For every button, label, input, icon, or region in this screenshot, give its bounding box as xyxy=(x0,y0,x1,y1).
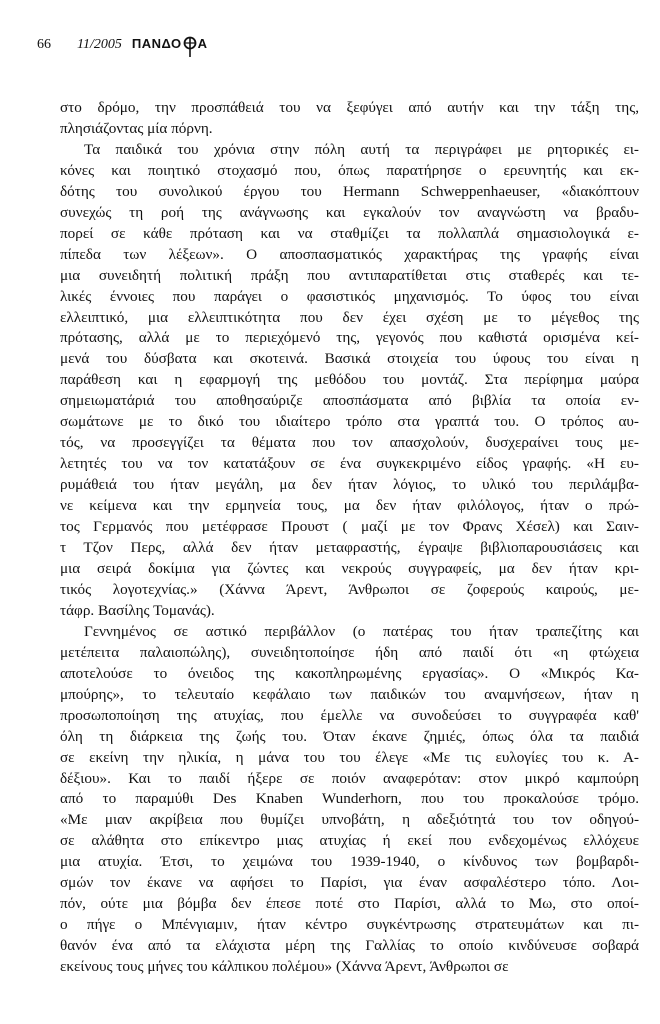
text-line: προσωποποίηση της ατυχίας, που έμελλε να συνοδεύσει το συγγραφέα καθ' xyxy=(60,706,639,724)
text-line: όλη τη διάρκεια της ζωής του. Όταν έκανε ζημιές, όπως όλα τα παιδιά xyxy=(60,727,639,745)
text-line: σημειωματάριά του αποθησαύριζε αποσπάσματα από βιβλία τα οποία εν- xyxy=(60,392,639,410)
text-line: ο πήγε ο Μπένγιαμιν, ήταν κέντρο συγκέντρωσης στρατευμάτων και πι- xyxy=(60,916,639,934)
text-line: τ Τζον Περς, αλλά δεν ήταν μεταφραστής, έγραψε βιβλιοπαρουσιάσεις και xyxy=(60,539,639,557)
text-line: «Με μιαν ακρίβεια που θυμίζει υπνοβάτη, η αδεξιότητά του τον οδηγού- xyxy=(60,811,639,829)
paragraph xyxy=(60,622,639,978)
text-line: πορεί σε κάθε πρόταση και να σταθμίζει τα πολλαπλά σημασιολογικά ε- xyxy=(60,224,639,242)
pandora-logo-icon xyxy=(183,36,197,58)
text-line: σμών τον έκανε να αφήσει το Παρίσι, για έναν ασφαλέστερο τόπο. Λοι- xyxy=(60,874,639,892)
page-number: 66 xyxy=(37,36,51,52)
text-line: από το παραμύθι Des Knaben Wunderhorn, που του προκαλούσε τρόμο. xyxy=(60,790,639,808)
text-line: λικές έννοιες που παράγει ο φασιστικός μηχανισμός. Το ύφος του είναι xyxy=(60,287,639,305)
paragraph xyxy=(60,140,639,622)
magazine-title xyxy=(132,32,208,54)
text-line: σε αλάθητα στο επίκεντρο μιας ατυχίας ή εκεί που ενδεχομένως ελλόχευε xyxy=(60,832,639,850)
text-line: δέξιου». Και το παιδί ήξερε σε ποιόν αναφερόταν: στον μικρό καμπούρη xyxy=(60,769,639,787)
text-line: νε κείμενα και την ερμηνεία τους, μα δεν ήταν φιλόλογος, ήταν ο πρώ- xyxy=(60,497,639,515)
text-line: τός, να προσεγγίζει τα θέματα που τον απασχολούν, δυσχεραίνει τους με- xyxy=(60,434,639,452)
text-line: στο δρόμο, την προσπάθειά του να ξεφύγει από αυτήν και την τάξη της, xyxy=(60,99,639,116)
text-line: μενά του δύσβατα και σκοτεινά. Βασικά στοιχεία του ύφους του είναι η xyxy=(60,350,639,368)
issue-date: 11/2005 xyxy=(77,36,122,52)
text-line: πρότασης, αλλά με το περιεχόμενό της, γεγονός που καθιστά ορισμένα κεί- xyxy=(60,329,639,347)
text-line: μετέπειτα παλαιοπώλης), συνειδητοποίησε ήδη από παιδί ότι «η φτώχεια xyxy=(60,643,639,661)
text-line: τάφρ. Βασίλης Τομανάς). xyxy=(60,601,215,619)
text-line: πίπεδα των λέξεων». Ο αποσπασματικός χαρακτήρας της γραφής είναι xyxy=(60,245,639,263)
text-line: μια συνειδητή πολιτική πράξη που αντιπαρατίθεται στις σταθερές και τε- xyxy=(60,266,639,284)
text-line: μια σειρά δοκίμια για ζώντες και νεκρούς συγγραφείς, μα δεν ήταν κρι- xyxy=(60,559,639,577)
text-line: αποτελούσε το όνειδος της κακοπληρωμένης εργασίας». Ο «Μικρός Κα- xyxy=(60,664,639,682)
text-line: ρυμάθειά του ήταν μεγάλη, μα δεν ήταν λόγιος, το υλικό του περιλάμβα- xyxy=(60,476,639,494)
text-line: εκείνους τους μήνες του κάλπικου πολέμου» (Χάννα Άρεντ, Άνθρωποι σε xyxy=(60,958,509,976)
text-line: Γεννημένος σε αστικό περιβάλλον (ο πατέρας του ήταν τραπεζίτης και xyxy=(84,622,639,640)
text-line: Τα παιδικά του χρόνια στην πόλη αυτή τα περιγράφει με ρητορικές ει- xyxy=(84,140,639,158)
text-line: θανόν ένα από τα ελάχιστα μέρη της Γαλλίας το οποίο κινδύνευσε σοβαρά xyxy=(60,937,639,955)
text-line: κόνες και ποιητικό στοχασμό που, όπως παρατήρησε ο ερευνητής και εκ- xyxy=(60,161,639,179)
magazine-title-prefix: ΠΑΝΔΟ xyxy=(131,35,182,51)
magazine-title-suffix: Α xyxy=(197,35,208,51)
text-line: πόν, ούτε μια βόμβα δεν έπεσε ποτέ στο Παρίσι, αλλά το Μω, στο οποί- xyxy=(60,895,639,913)
text-line: τος Γερμανός που μετέφρασε Προυστ ( μαζί με τον Φρανς Χέσελ) και Σαιν- xyxy=(60,518,639,536)
text-line: πλησιάζοντας μία πόρνη. xyxy=(60,119,213,137)
text-line: δότης του συνολικού έργου του Hermann Schweppenhaeuser, «διακόπτουν xyxy=(60,182,639,200)
text-line: λετητές του να τον κατατάξουν σε ένα συγκεκριμένο είδος γραφής. «Η ευ- xyxy=(60,455,639,473)
text-line: συνεχώς τη ροή της ανάγνωσης και εγκαλούν τον αναγνώστη να βραδυ- xyxy=(60,203,639,221)
text-line: μπούρης», το τελευταίο κεφάλαιο των παιδικών του αναμνήσεων, ήταν η xyxy=(60,685,639,703)
article-body xyxy=(60,98,639,978)
paragraph xyxy=(60,98,639,140)
text-line: τικός λογοτεχνίας.» (Χάννα Άρεντ, Άνθρωποι σε ζοφερούς καιρούς, με- xyxy=(60,580,639,598)
text-line: παράθεση και η εφαρμογή της μεθόδου του μοντάζ. Στα περίφημα μαύρα xyxy=(60,371,639,389)
text-line: σωμάτωνε με το δικό του ιδιαίτερο τρόπο στα γραπτά του. Ο τρόπος αυ- xyxy=(60,413,639,431)
text-line: σε εκείνη την ηλικία, η μάνα του του έλεγε «Με τις ευλογίες του κ. Α- xyxy=(60,748,639,766)
text-line: ελλειπτικό, μια ελλειπτικότητα που δεν έχει σχέση με το μέγεθος της xyxy=(60,308,639,326)
text-line: μια ατυχία. Έτσι, το χειμώνα του 1939-1940, ο κίνδυνος των βομβαρδι- xyxy=(60,853,639,871)
running-head xyxy=(37,32,208,52)
